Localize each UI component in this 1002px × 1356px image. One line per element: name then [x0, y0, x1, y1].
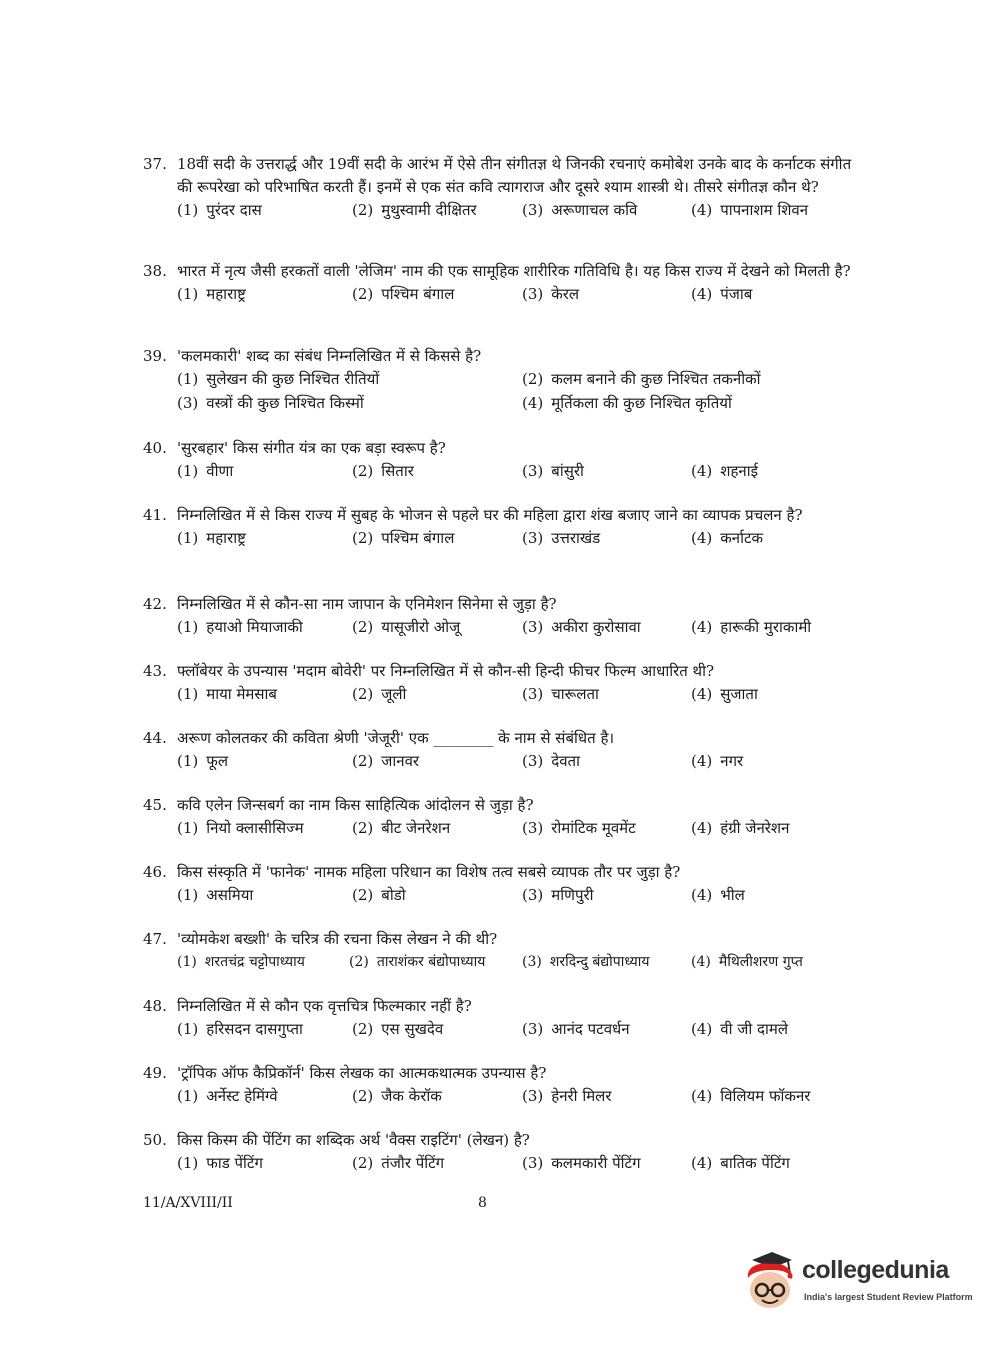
options	[177, 199, 863, 223]
question-number: 38.	[143, 262, 167, 280]
options	[177, 1152, 863, 1176]
option-4: (4) शहनाई	[691, 462, 758, 480]
question-number: 50.	[143, 1131, 167, 1149]
option-1: (1) फूल	[177, 752, 228, 770]
option-4: (4) भील	[691, 886, 745, 904]
question-41	[143, 504, 863, 551]
option-3: (3) उत्तराखंड	[522, 529, 601, 547]
options	[177, 460, 863, 484]
option-2: (2) जूली	[352, 685, 407, 703]
question-text: अरूण कोलतकर की कविता श्रेणी 'जेजूरी' एक ________ के नाम से संबंधित है।	[177, 729, 615, 747]
options	[177, 616, 863, 640]
option-4: (4) विलियम फॉकनर	[691, 1087, 811, 1105]
option-1: (1) वीणा	[177, 462, 234, 480]
option-1: (1) हरिसदन दासगुप्ता	[177, 1020, 303, 1038]
question-number: 46.	[143, 863, 167, 881]
option-3: (3) केरल	[522, 285, 580, 303]
option-4: (4) सुजाता	[691, 685, 758, 703]
option-2: (2) तंजौर पेंटिंग	[352, 1154, 445, 1172]
option-2: (2) जैक केरॉक	[352, 1087, 442, 1105]
question-text: किस किस्म की पेंटिंग का शब्दिक अर्थ 'वैक्स राइटिंग' (लेखन) है?	[177, 1131, 530, 1149]
option-2: (2) जानवर	[352, 752, 420, 770]
question-number: 43.	[143, 662, 167, 680]
question-47	[143, 928, 863, 975]
option-4: (4) कर्नाटक	[691, 529, 764, 547]
option-4: (4) हंग्री जेनरेशन	[691, 819, 790, 837]
option-4: (4) मैथिलीशरण गुप्त	[691, 954, 803, 970]
option-1: (1) असमिया	[177, 886, 254, 904]
question-number: 39.	[143, 347, 167, 365]
option-2: (2) मुथुस्वामी दीक्षितर	[352, 201, 477, 219]
question-40	[143, 437, 863, 484]
option-4: (4) बातिक पेंटिंग	[691, 1154, 790, 1172]
question-text: कवि एलेन जिन्सबर्ग का नाम किस साहित्यिक आंदोलन से जुड़ा है?	[177, 796, 534, 814]
question-text: किस संस्कृति में 'फानेक' नामक महिला परिधान का विशेष तत्व सबसे व्यापक तौर पर जुड़ा है?	[177, 863, 681, 881]
question-text: निम्नलिखित में से कौन एक वृत्तचित्र फिल्मकार नहीं है?	[177, 997, 472, 1015]
question-text: फ्लॉबेयर के उपन्यास 'मदाम बोवेरी' पर निम्नलिखित में से कौन-सी हिन्दी फीचर फिल्म आधारित थी?	[177, 662, 715, 680]
option-3: (3) चारूलता	[522, 685, 599, 703]
question-number: 47.	[143, 930, 167, 948]
question-49	[143, 1062, 863, 1109]
question-46	[143, 861, 863, 908]
option-2: (2) यासूजीरो ओजू	[352, 618, 461, 636]
mascot-icon	[742, 1252, 800, 1312]
option-3: (3) रोमांटिक मूवमेंट	[522, 819, 636, 837]
options	[177, 1018, 863, 1042]
option-1: (1) हयाओ मियाजाकी	[177, 618, 303, 636]
option-2: (2) एस सुखदेव	[352, 1020, 444, 1038]
option-1: (1) सुलेखन की कुछ निश्चित रीतियों	[177, 370, 380, 388]
option-3: (3) आनंद पटवर्धन	[522, 1020, 630, 1038]
option-1: (1) माया मेमसाब	[177, 685, 277, 703]
option-2: (2) ताराशंकर बंद्योपाध्याय	[349, 954, 486, 970]
question-42	[143, 593, 863, 640]
options	[177, 817, 863, 841]
option-1: (1) महाराष्ट्र	[177, 529, 246, 547]
logo-wordmark: collegedunia	[802, 1256, 949, 1284]
question-text: निम्नलिखित में से कौन-सा नाम जापान के एनिमेशन सिनेमा से जुड़ा है?	[177, 595, 557, 613]
option-4: (4) पंजाब	[691, 285, 753, 303]
question-number: 48.	[143, 997, 167, 1015]
option-1: (1) अर्नेस्ट हेमिंग्वे	[177, 1087, 278, 1105]
option-3: (3) देवता	[522, 752, 580, 770]
option-2: (2) पश्चिम बंगाल	[352, 285, 455, 303]
question-number: 37.	[143, 155, 167, 173]
page-number: 8	[478, 1195, 487, 1211]
options	[177, 283, 863, 307]
options	[177, 951, 863, 975]
option-3: (3) अरूणाचल कवि	[522, 201, 638, 219]
paper-code: 11/A/XVIII/II	[143, 1195, 233, 1211]
options-row-1	[177, 368, 863, 392]
option-4: (4) पापनाशम शिवन	[691, 201, 809, 219]
question-text: निम्नलिखित में से किस राज्य में सुबह के भोजन से पहले घर की महिला द्वारा शंख बजाए जाने का व्यापक प्रचलन है?	[177, 506, 803, 524]
option-3: (3) अकीरा कुरोसावा	[522, 618, 641, 636]
logo-tagline: India's largest Student Review Platform	[804, 1292, 973, 1302]
collegedunia-logo	[742, 1252, 972, 1314]
question-number: 40.	[143, 439, 167, 457]
question-number: 45.	[143, 796, 167, 814]
option-3: (3) कलमकारी पेंटिंग	[522, 1154, 641, 1172]
question-number: 41.	[143, 506, 167, 524]
option-1: (1) महाराष्ट्र	[177, 285, 246, 303]
option-3: (3) शरदिन्दु बंद्योपाध्याय	[522, 954, 650, 970]
option-2: (2) बोडो	[352, 886, 406, 904]
question-number: 49.	[143, 1064, 167, 1082]
question-39	[143, 345, 863, 416]
question-number: 42.	[143, 595, 167, 613]
question-37	[143, 153, 863, 223]
option-2: (2) सितार	[352, 462, 414, 480]
question-text: 18वीं सदी के उत्तरार्द्ध और 19वीं सदी के आरंभ में ऐसे तीन संगीतज्ञ थे जिनकी रचनाएं कमोबेश उनके बाद के कर्नाटक संगीत की रूपरेखा को परिभाषित करती हैं। इनमें से एक संत कवि त्यागराज और दूसरे श्याम शास्त्री थे। तीसरे संगीतज्ञ कौन थे?	[177, 155, 852, 196]
question-50	[143, 1129, 863, 1176]
option-3: (3) मणिपुरी	[522, 886, 594, 904]
question-text: 'कलमकारी' शब्द का संबंध निम्नलिखित में से किससे है?	[177, 347, 482, 365]
option-4: (4) नगर	[691, 752, 744, 770]
question-43	[143, 660, 863, 707]
question-number: 44.	[143, 729, 167, 747]
option-3: (3) वस्त्रों की कुछ निश्चित किस्मों	[177, 394, 364, 412]
option-1: (1) शरतचंद्र चट्टोपाध्याय	[177, 954, 305, 970]
question-44	[143, 727, 863, 774]
options	[177, 683, 863, 707]
question-text: भारत में नृत्य जैसी हरकतों वाली 'लेजिम' नाम की एक सामूहिक शारीरिक गतिविधि है। यह किस राज्य में देखने को मिलती है?	[177, 262, 851, 280]
question-text: 'व्योमकेश बख्शी' के चरित्र की रचना किस लेखन ने की थी?	[177, 930, 498, 948]
option-1: (1) पुरंदर दास	[177, 201, 262, 219]
question-text: 'सुरबहार' किस संगीत यंत्र का एक बड़ा स्वरूप है?	[177, 439, 446, 457]
question-38	[143, 260, 863, 307]
option-4: (4) मूर्तिकला की कुछ निश्चित कृतियों	[522, 394, 732, 412]
options-row-2	[177, 392, 863, 416]
option-2: (2) बीट जेनरेशन	[352, 819, 451, 837]
options	[177, 750, 863, 774]
option-1: (1) नियो क्लासीसिज्म	[177, 819, 304, 837]
option-2: (2) कलम बनाने की कुछ निश्चित तकनीकों	[522, 370, 761, 388]
options	[177, 1085, 863, 1109]
option-3: (3) बांसुरी	[522, 462, 584, 480]
option-4: (4) वी जी दामले	[691, 1020, 789, 1038]
question-45	[143, 794, 863, 841]
option-2: (2) पश्चिम बंगाल	[352, 529, 455, 547]
option-4: (4) हारूकी मुराकामी	[691, 618, 812, 636]
option-1: (1) फाड पेंटिंग	[177, 1154, 263, 1172]
question-48	[143, 995, 863, 1042]
options	[177, 884, 863, 908]
question-text: 'ट्रॉपिक ऑफ कैप्रिकॉर्न' किस लेखक का आत्मकथात्मक उपन्यास है?	[177, 1064, 547, 1082]
option-3: (3) हेनरी मिलर	[522, 1087, 612, 1105]
options	[177, 527, 863, 551]
